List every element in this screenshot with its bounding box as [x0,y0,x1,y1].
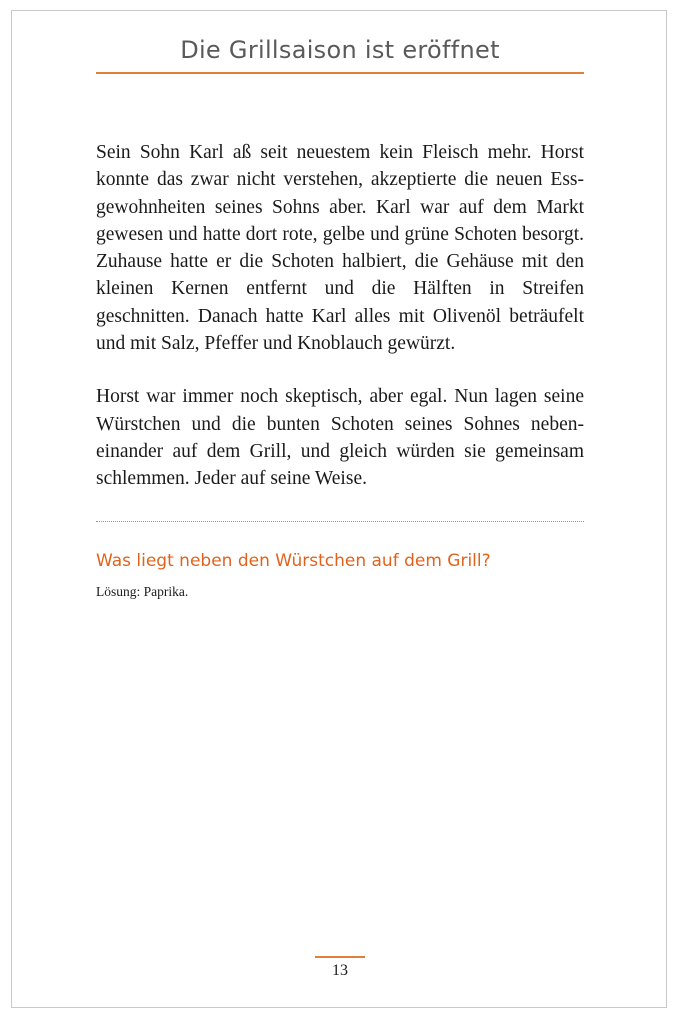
page-title: Die Grillsaison ist eröffnet [180,36,500,64]
page-number: 13 [332,962,348,979]
quiz-question: Was liegt neben den Würstchen auf dem Grill? [96,551,491,571]
story-text [96,139,584,519]
paragraph-1: Sein Sohn Karl aß seit neuestem kein Fleisch mehr. Horst konnte das zwar nicht verstehen, akzeptierte die neuen Essgewohnheiten seines Sohns aber. Karl war auf dem Markt gewesen und hatte dort rote, gelbe und grüne Schoten besorgt. Zuhause hatte er die Schoten halbiert, die Gehäuse mit den kleinen Kernen entfernt und die Hälften in Streifen geschnitten. Danach hatte Karl alles mit Olivenöl beträufelt und mit Salz, Pfeffer und Knoblauch gewürzt. [96,142,584,355]
footer-divider [315,956,365,958]
paragraph-2: Horst war immer noch skeptisch, aber egal. Nun lagen seine Würstchen und die bunten Schoten seines Sohnes nebeneinander auf dem Grill, und gleich würden sie gemeinsam schlemmen. Jeder auf seine Weise. [96,386,584,490]
header-divider [96,72,584,74]
quiz-solution: Lösung: Paprika. [96,584,189,599]
section-divider [96,521,584,522]
